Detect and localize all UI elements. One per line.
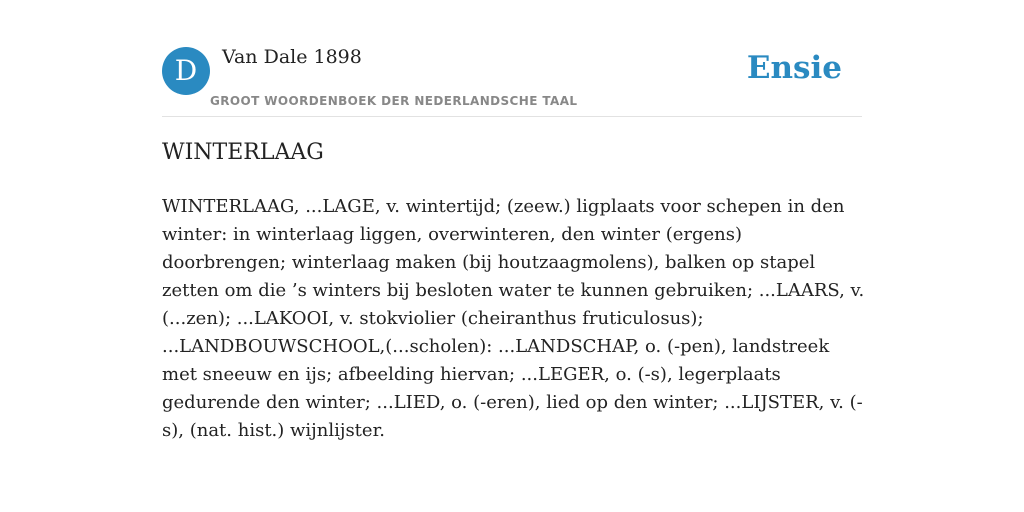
entry-definition: WINTERLAAG, ...LAGE, v. wintertijd; (zeew.) ligplaats voor schepen in den winter: in winterlaag liggen, overwinteren, den winter (ergens) doorbrengen; winterlaag maken (bij houtzaagmolens), balken op stapel zetten om die ’s winters bij besloten water te kunnen gebruiken; ...LAARS, v. (...zen); ...LAKOOI, v. stokviolier (cheiranthus fruticulosus); ...LANDBOUWSCHOOL,(...scholen): ...LANDSCHAP, o. (-pen), landstreek met sneeuw en ijs; afbeelding hiervan; ...LEGER, o. (-s), legerplaats gedurende den winter; ...LIED, o. (-eren), lied op den winter; ...LIJSTER, v. (-s), (nat. hist.) wijnlijster. [162,196,865,441]
ensie-logo[interactable]: Ensie [746,50,842,86]
source-logo[interactable]: D [162,47,210,95]
entry-headword: WINTERLAAG [162,140,324,165]
source-subtitle: GROOT WOORDENBOEK DER NEDERLANDSCHE TAAL [210,94,578,108]
dictionary-header [162,44,862,117]
source-title[interactable]: Van Dale 1898 [222,46,362,68]
